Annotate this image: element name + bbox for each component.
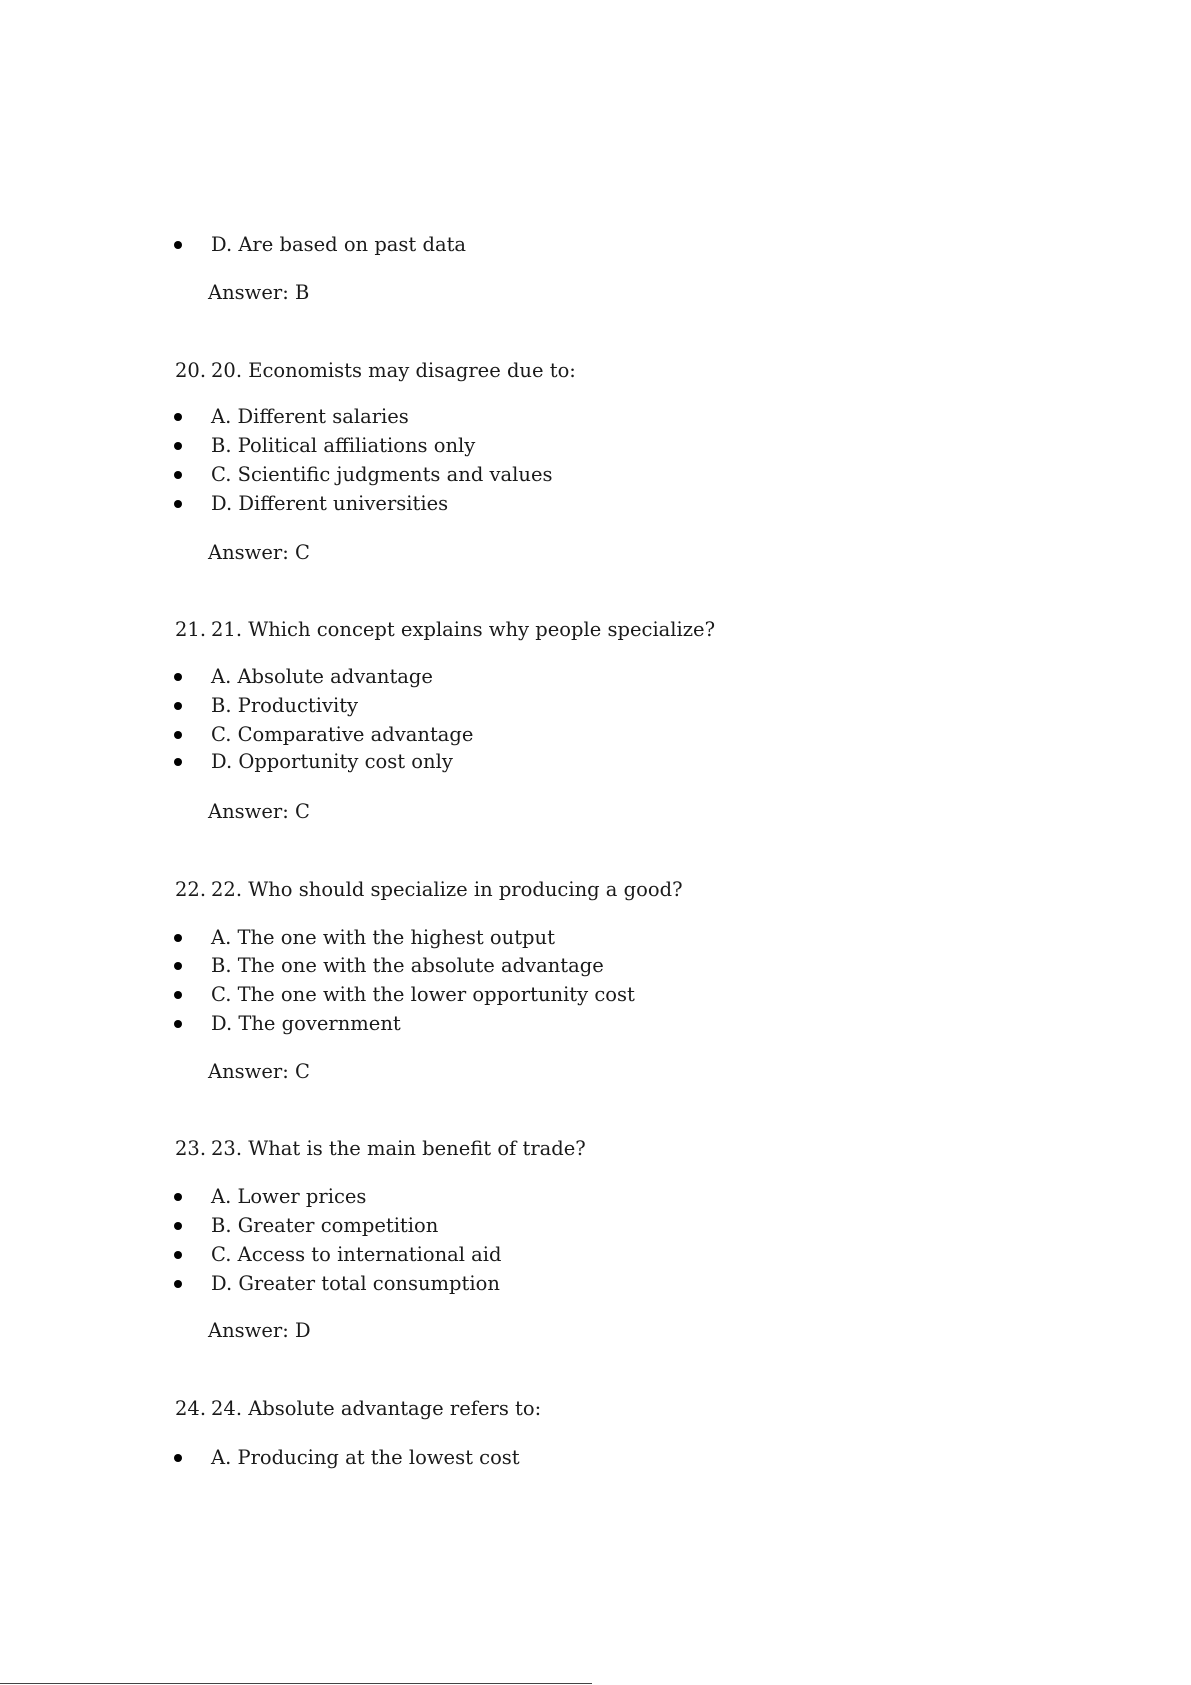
bullet-icon — [174, 991, 182, 999]
bullet-icon — [174, 413, 182, 421]
question-number: 20. — [175, 359, 207, 382]
bullet-icon — [174, 702, 182, 710]
option-text: A. The one with the highest output — [211, 926, 555, 949]
option-text: B. Productivity — [211, 694, 359, 717]
option-text: D. The government — [211, 1012, 401, 1035]
option-text: D. Are based on past data — [211, 233, 467, 256]
question-text: 24. Absolute advantage refers to: — [211, 1397, 542, 1420]
question-text: 22. Who should specialize in producing a good? — [211, 878, 683, 901]
bullet-icon — [174, 1454, 182, 1462]
bullet-icon — [174, 731, 182, 739]
bullet-icon — [174, 1193, 182, 1201]
option-text: A. Producing at the lowest cost — [211, 1446, 520, 1469]
footer-divider — [0, 1683, 592, 1684]
option-text: A. Different salaries — [211, 405, 409, 428]
answer-text: Answer: C — [208, 800, 310, 823]
option-text: D. Opportunity cost only — [211, 750, 453, 773]
bullet-icon — [174, 962, 182, 970]
answer-text: Answer: D — [208, 1319, 311, 1342]
bullet-icon — [174, 1251, 182, 1259]
bullet-icon — [174, 241, 182, 249]
question-number: 22. — [175, 878, 207, 901]
option-text: B. Greater competition — [211, 1214, 439, 1237]
question-number: 21. — [175, 618, 207, 641]
question-number: 24. — [175, 1397, 207, 1420]
bullet-icon — [174, 1020, 182, 1028]
question-text: 21. Which concept explains why people specialize? — [211, 618, 716, 641]
bullet-icon — [174, 673, 182, 681]
question-text: 23. What is the main benefit of trade? — [211, 1137, 586, 1160]
question-text: 20. Economists may disagree due to: — [211, 359, 576, 382]
bullet-icon — [174, 442, 182, 450]
option-text: C. The one with the lower opportunity cost — [211, 983, 635, 1006]
option-text: A. Lower prices — [211, 1185, 367, 1208]
option-text: B. The one with the absolute advantage — [211, 954, 604, 977]
bullet-icon — [174, 934, 182, 942]
option-text: C. Access to international aid — [211, 1243, 502, 1266]
option-text: C. Scientific judgments and values — [211, 463, 553, 486]
bullet-icon — [174, 1222, 182, 1230]
bullet-icon — [174, 758, 182, 766]
answer-text: Answer: B — [208, 281, 310, 304]
bullet-icon — [174, 500, 182, 508]
option-text: D. Different universities — [211, 492, 449, 515]
option-text: A. Absolute advantage — [211, 665, 433, 688]
option-text: B. Political affiliations only — [211, 434, 476, 457]
option-text: D. Greater total consumption — [211, 1272, 500, 1295]
answer-text: Answer: C — [208, 541, 310, 564]
bullet-icon — [174, 471, 182, 479]
option-text: C. Comparative advantage — [211, 723, 474, 746]
answer-text: Answer: C — [208, 1060, 310, 1083]
question-number: 23. — [175, 1137, 207, 1160]
bullet-icon — [174, 1280, 182, 1288]
